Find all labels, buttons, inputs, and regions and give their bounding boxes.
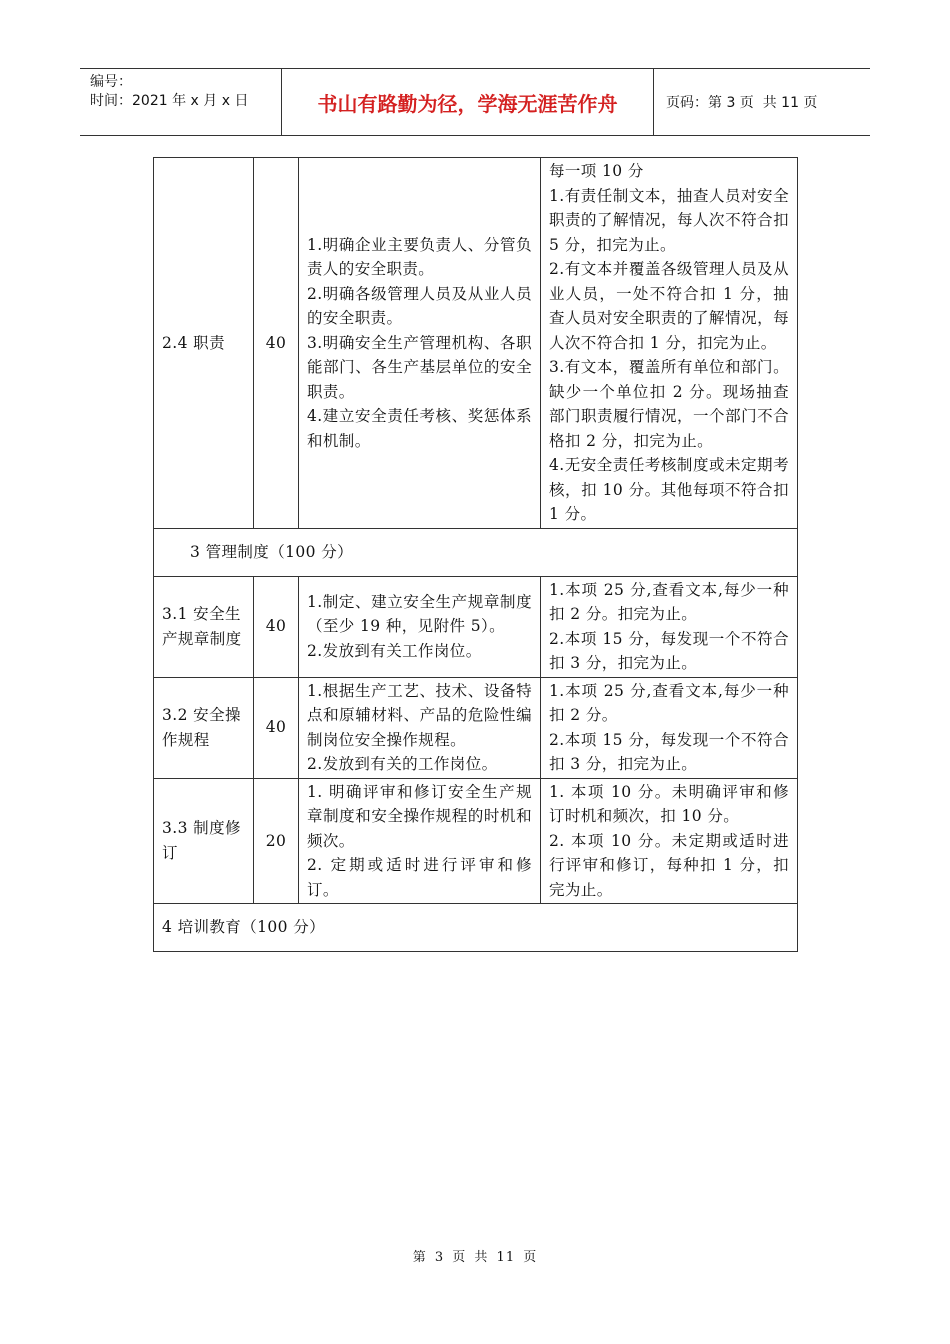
page-header — [80, 68, 870, 136]
requirement-line: 3.明确安全生产管理机构、各职能部门、各生产基层单位的安全职责。 — [307, 333, 532, 401]
item-requirements — [299, 778, 541, 904]
item-requirements — [299, 576, 541, 677]
section-title: 3 管理制度（100 分） — [154, 528, 798, 576]
item-score: 40 — [254, 677, 299, 778]
section-row — [154, 904, 798, 952]
item-row — [154, 778, 798, 904]
standard-line: 4.无安全责任考核制度或未定期考核，扣 10 分。其他每项不符合扣 1 分。 — [549, 456, 789, 523]
item-scoring-standard — [541, 778, 798, 904]
document-number-label: 编号： — [90, 74, 132, 90]
standard-line: 1. 本项 10 分。未明确评审和修订时机和频次，扣 10 分。 — [549, 782, 789, 825]
standard-line: 3.有文本，覆盖所有单位和部门。缺少一个单位扣 2 分。现场抽查部门职责履行情况，一个部门不合格扣 2 分，扣完为止。 — [549, 358, 789, 450]
header-motto: 书山有路勤为径，学海无涯苦作舟 — [282, 69, 654, 135]
standard-line: 每一项 10 分 — [549, 162, 644, 180]
standard-line: 2. 本项 10 分。未定期或适时进行评审和修订，每种扣 1 分，扣完为止。 — [549, 831, 789, 899]
item-row — [154, 677, 798, 778]
item-score: 40 — [254, 158, 299, 529]
section-row — [154, 528, 798, 576]
section-title: 4 培训教育（100 分） — [154, 904, 798, 952]
requirement-line: 2.明确各级管理人员及从业人员的安全职责。 — [307, 284, 532, 327]
item-requirements — [299, 158, 541, 529]
standard-line: 2.有文本并覆盖各级管理人员及从业人员，一处不符合扣 1 分，抽查人员对安全职责的了解情况，每人次不符合扣 1 分，扣完为止。 — [549, 260, 789, 352]
item-requirements — [299, 677, 541, 778]
item-score: 40 — [254, 576, 299, 677]
page-footer: 第 3 页 共 11 页 — [412, 1250, 538, 1265]
item-row — [154, 158, 798, 529]
item-category: 3.2 安全操作规程 — [154, 677, 254, 778]
requirement-line: 1. 明确评审和修订安全生产规章制度和安全操作规程的时机和频次。 — [307, 782, 532, 850]
requirement-line: 1.制定、建立安全生产规章制度（至少 19 种，见附件 5）。 — [307, 592, 532, 636]
document-date-label: 时间：2021 年 x 月 x 日 — [90, 93, 249, 109]
requirement-line: 2.发放到有关的工作岗位。 — [307, 755, 498, 773]
standard-line: 2.本项 15 分，每发现一个不符合扣 3 分，扣完为止。 — [549, 730, 789, 773]
requirement-line: 2. 定期或适时进行评审和修订。 — [307, 856, 532, 899]
requirement-line: 1.根据生产工艺、技术、设备特点和原辅材料、产品的危险性编制岗位安全操作规程。 — [307, 681, 532, 749]
item-scoring-standard — [541, 158, 798, 529]
item-scoring-standard — [541, 576, 798, 677]
standard-line: 1.有责任制文本，抽查人员对安全职责的了解情况，每人次不符合扣 5 分，扣完为止。 — [549, 186, 789, 254]
item-category: 3.1 安全生产规章制度 — [154, 576, 254, 677]
assessment-table-body — [154, 158, 798, 952]
header-meta — [80, 69, 282, 135]
standard-line: 1.本项 25 分,查看文本,每少一种扣 2 分。 — [549, 681, 789, 724]
header-page-label: 页码：第 3 页 共 11 页 — [666, 95, 818, 111]
requirement-line: 1.明确企业主要负责人、分管负责人的安全职责。 — [307, 235, 532, 278]
item-scoring-standard — [541, 677, 798, 778]
item-score: 20 — [254, 778, 299, 904]
item-category: 2.4 职责 — [154, 158, 254, 529]
item-row — [154, 576, 798, 677]
requirement-line: 4.建立安全责任考核、奖惩体系和机制。 — [307, 407, 532, 450]
standard-line: 1.本项 25 分,查看文本,每少一种扣 2 分。扣完为止。 — [549, 580, 789, 623]
standard-line: 2.本项 15 分，每发现一个不符合扣 3 分，扣完为止。 — [549, 629, 789, 672]
requirement-line: 2.发放到有关工作岗位。 — [307, 641, 482, 660]
assessment-table — [153, 157, 798, 952]
item-category: 3.3 制度修订 — [154, 778, 254, 904]
header-page-info — [654, 69, 870, 135]
